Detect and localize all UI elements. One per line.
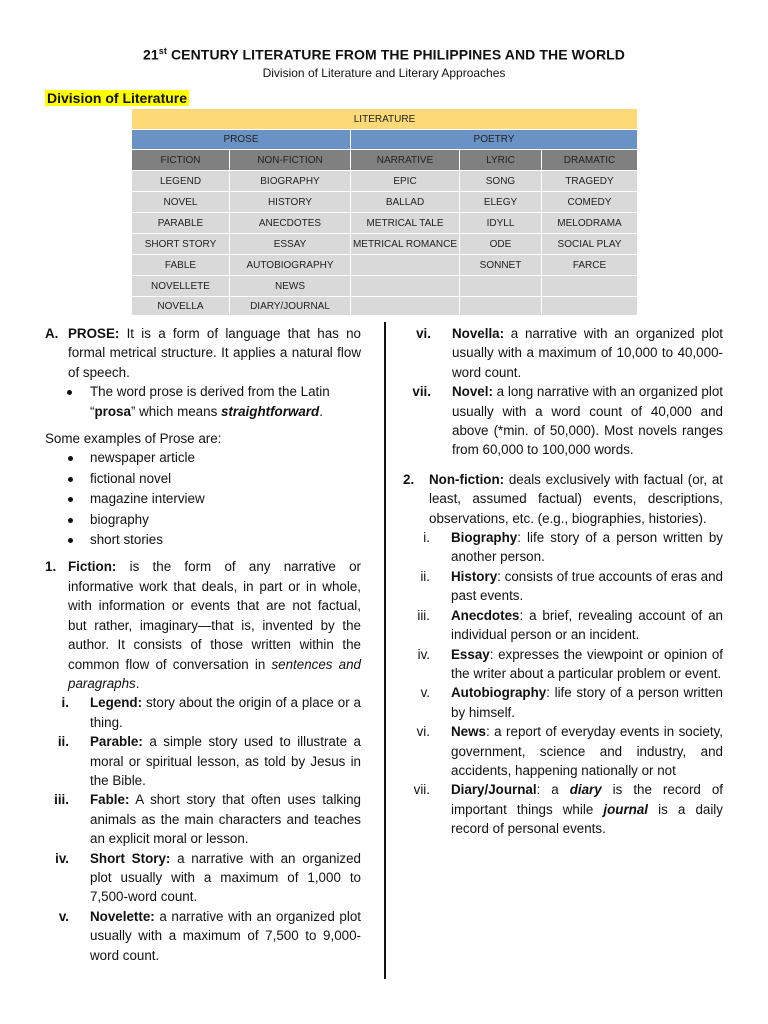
- page-title: 21st CENTURY LITERATURE FROM THE PHILIPPINES AND THE WORLD: [142, 46, 626, 63]
- table-type-cell: FICTION: [132, 150, 230, 171]
- examples-intro: Some examples of Prose are:: [45, 431, 222, 447]
- bullet-icon: [68, 518, 73, 523]
- nonfiction-item-biography: i. Biography: life story of a person written by another person.: [423, 530, 723, 565]
- table-row: [132, 213, 638, 234]
- table-cell: HISTORY: [230, 192, 351, 213]
- table-type-cell: LYRIC: [460, 150, 542, 171]
- column-divider: [384, 322, 386, 979]
- table-group-prose: PROSE: [132, 130, 351, 150]
- table-cell: MELODRAMA: [542, 213, 638, 234]
- table-cell: ESSAY: [230, 234, 351, 255]
- table-cell: TRAGEDY: [542, 171, 638, 192]
- prose-etymology-bullet: The word prose is derived from the Latin “prosa” which means straightforward.: [45, 382, 361, 421]
- fiction-item-novel: vii. Novel: a long narrative with an organized plot usually with a word count of 40,000 and above (*min. of 50,000). Most novels ranges from 60,000 to 100,000 words.: [412, 384, 723, 458]
- bullet-icon: [68, 497, 73, 502]
- fiction-item-fable: iii. Fable: A short story that often uses talking animals as the main characters and teaches an explicit moral or lesson.: [54, 792, 361, 847]
- table-group-poetry: POETRY: [351, 130, 638, 150]
- bullet-icon: [68, 477, 73, 482]
- table-cell: COMEDY: [542, 192, 638, 213]
- list-item: biography: [45, 510, 361, 529]
- table-cell: [542, 276, 638, 297]
- table-cell: FABLE: [132, 255, 230, 276]
- table-cell: ANECDOTES: [230, 213, 351, 234]
- bullet-icon: [67, 390, 72, 395]
- literature-table: [131, 108, 638, 316]
- table-cell: SOCIAL PLAY: [542, 234, 638, 255]
- bullet-icon: [68, 456, 73, 461]
- nonfiction-item-essay: iv. Essay: expresses the viewpoint or opinion of the writer about a particular problem or event.: [417, 646, 723, 681]
- table-cell: NOVELLETE: [132, 276, 230, 297]
- table-cell: FARCE: [542, 255, 638, 276]
- table-row: [132, 297, 638, 316]
- table-cell: NEWS: [230, 276, 351, 297]
- fiction-item-novelette: v. Novelette: a narrative with an organized plot usually with a maximum of 7,500 to 9,000-word count.: [58, 908, 361, 963]
- fiction-item-parable: ii. Parable: a simple story used to illustrate a moral or spiritual lesson, as told by Jesus in the Bible.: [57, 734, 361, 788]
- table-row: [132, 192, 638, 213]
- table-top-header: LITERATURE: [132, 109, 638, 130]
- table-type-cell: NARRATIVE: [351, 150, 460, 171]
- table-cell: [351, 276, 460, 297]
- table-type-cell: NON-FICTION: [230, 150, 351, 171]
- left-column: [45, 324, 361, 965]
- table-cell: SONG: [460, 171, 542, 192]
- table-cell: [542, 297, 638, 316]
- table-cell: LEGEND: [132, 171, 230, 192]
- nonfiction-definition: 2. Non-fiction: deals exclusively with factual (or, at least, assumed factual) events, descriptions, observations, etc. (e.g., biographies, histories).: [403, 471, 723, 526]
- fiction-item-legend: i. Legend: story about the origin of a place or a thing.: [61, 695, 361, 730]
- list-item: newspaper article: [45, 448, 361, 467]
- table-row: [132, 276, 638, 297]
- table-cell: ELEGY: [460, 192, 542, 213]
- table-cell: BALLAD: [351, 192, 460, 213]
- right-column: [403, 324, 723, 839]
- nonfiction-item-anecdotes: iii. Anecdotes: a brief, revealing account of an individual person or an incident.: [417, 607, 723, 643]
- table-row: [132, 255, 638, 276]
- table-cell: ODE: [460, 234, 542, 255]
- table-cell: SHORT STORY: [132, 234, 230, 255]
- bullet-icon: [68, 538, 73, 543]
- page-subtitle: Division of Literature and Literary Approaches: [262, 66, 506, 80]
- list-item: magazine interview: [45, 489, 361, 508]
- nonfiction-item-autobiography: v. Autobiography: life story of a person written by himself.: [420, 685, 723, 720]
- table-cell: [460, 297, 542, 316]
- prose-definition: A. PROSE: It is a form of language that has no formal metrical structure. It applies a natural flow of speech.: [45, 326, 361, 380]
- table-cell: METRICAL TALE: [351, 213, 460, 234]
- table-cell: NOVELLA: [132, 297, 230, 316]
- table-cell: PARABLE: [132, 213, 230, 234]
- table-cell: [460, 276, 542, 297]
- table-cell: [351, 255, 460, 276]
- table-row: [132, 171, 638, 192]
- table-cell: EPIC: [351, 171, 460, 192]
- fiction-definition: 1. Fiction: is the form of any narrative or informative work that deals, in part or in whole, with information or events that are not factual, but rather, imaginary—that is, invented by the author. It consists of those written within the common flow of conversation in sentences and paragraphs.: [45, 559, 361, 691]
- table-type-cell: DRAMATIC: [542, 150, 638, 171]
- table-cell: SONNET: [460, 255, 542, 276]
- fiction-item-novella: vi. Novella: a narrative with an organized plot usually with a maximum of 10,000 to 40,000-word count.: [416, 326, 723, 380]
- nonfiction-item-diary-journal: vii. Diary/Journal: a diary is the record of important things while journal is a daily record of personal events.: [413, 782, 723, 837]
- table-cell: DIARY/JOURNAL: [230, 297, 351, 316]
- table-cell: BIOGRAPHY: [230, 171, 351, 192]
- table-cell: IDYLL: [460, 213, 542, 234]
- table-cell: METRICAL ROMANCE: [351, 234, 460, 255]
- section-heading: Division of Literature: [47, 90, 188, 106]
- list-item: fictional novel: [45, 469, 361, 488]
- nonfiction-item-history: ii. History: consists of true accounts of eras and past events.: [420, 568, 723, 604]
- fiction-item-short-story: iv. Short Story: a narrative with an organized plot usually with a maximum of 1,000 to 7,500-word count.: [55, 850, 362, 905]
- table-row: [132, 234, 638, 255]
- list-item: short stories: [45, 530, 361, 549]
- table-cell: NOVEL: [132, 192, 230, 213]
- table-cell: [351, 297, 460, 316]
- nonfiction-item-news: vi. News: a report of everyday events in society, government, science and industry, and accidents, happening nationally or not: [416, 724, 723, 778]
- table-cell: AUTOBIOGRAPHY: [230, 255, 351, 276]
